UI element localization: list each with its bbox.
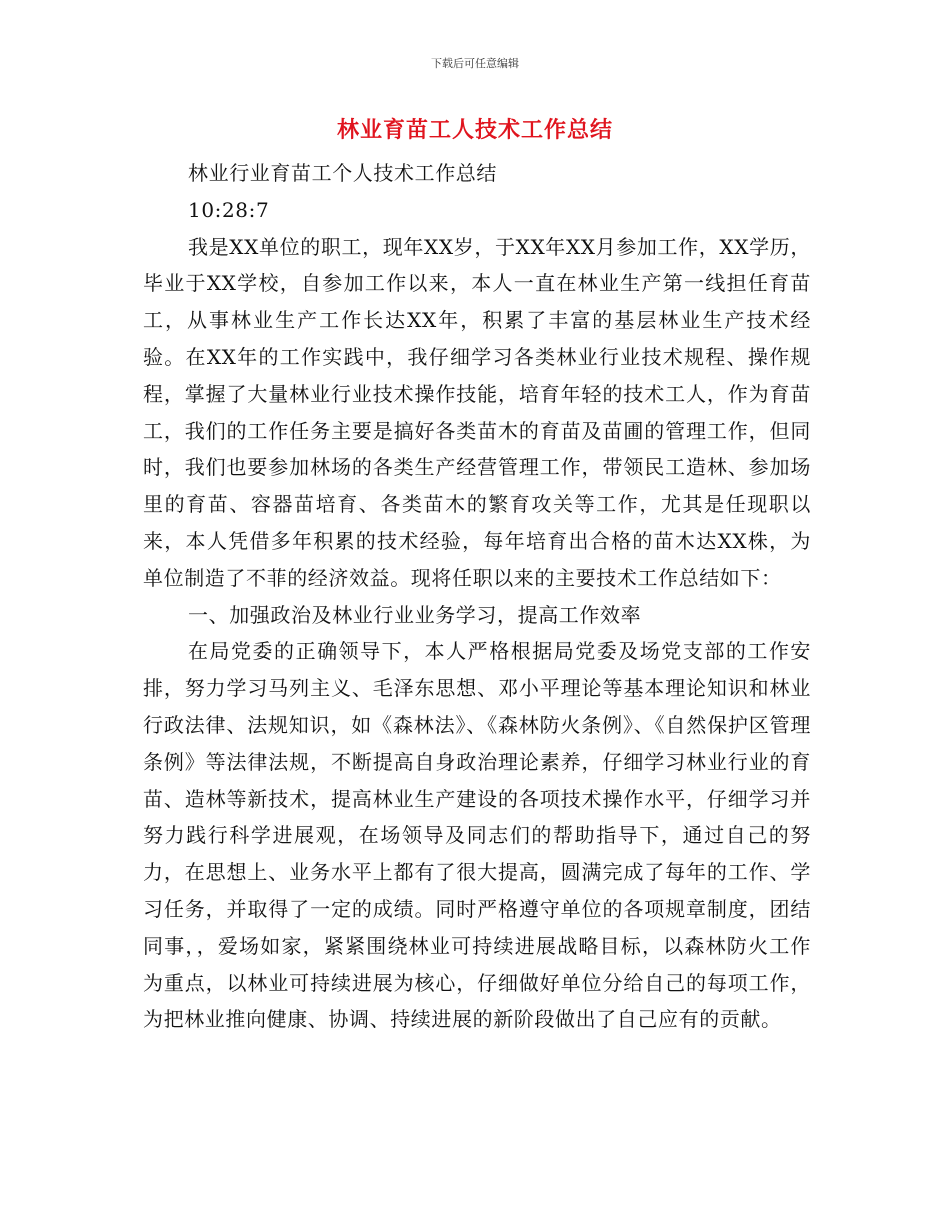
document-title: 林业育苗工人技术工作总结 — [336, 118, 613, 143]
document-body — [143, 155, 811, 1038]
section-paragraph: 在局党委的正确领导下，本人严格根据局党委及场党支部的工作安排，努力学习马列主义、毛泽东思想、邓小平理论等基本理论知识和林业行政法律、法规知识，如《森林法》、《森林防火条例》、《自然保护区管理条例》等法律法规，不断提高自身政治理论素养，仔细学习林业行业的育苗、造林等新技术，提高林业生产建设的各项技术操作水平，仔细学习并努力践行科学进展观，在场领导及同志们的帮助指导下，通过自己的努力，在思想上、业务水平上都有了很大提高，圆满完成了每年的工作、学习任务，并取得了一定的成绩。同时严格遵守单位的各项规章制度，团结同事，，爱场如家，紧紧围绕林业可持续进展战略目标，以森林防火工作为重点，以林业可持续进展为核心，仔细做好单位分给自己的每项工作，为把林业推向健康、协调、持续进展的新阶段做出了自己应有的贡献。 — [143, 639, 811, 1032]
header-note: 下载后可任意编辑 — [431, 57, 519, 70]
section-heading: 一、加强政治及林业行业业务学习，提高工作效率 — [188, 602, 642, 627]
subtitle-paragraph: 林业行业育苗工个人技术工作总结 — [188, 161, 497, 185]
intro-paragraph: 我是XX单位的职工，现年XX岁，于XX年XX月参加工作，XX学历，毕业于XX学校，自参加工作以来，本人一直在林业生产第一线担任育苗工，从事林业生产工作长达XX年，积累了丰富的基层林业生产技术经验。在XX年的工作实践中，我仔细学习各类林业行业技术规程、操作规程，掌握了大量林业行业技术操作技能，培育年轻的技术工人，作为育苗工，我们的工作任务主要是搞好各类苗木的育苗及苗圃的管理工作，但同时，我们也要参加林场的各类生产经营管理工作，带领民工造林、参加场里的育苗、容器苗培育、各类苗木的繁育攻关等工作，尤其是任现职以来，本人凭借多年积累的技术经验，每年培育出合格的苗木达XX株，为单位制造了不菲的经济效益。现将任职以来的主要技术工作总结如下： — [143, 234, 811, 590]
time-paragraph: 10:28:7 — [188, 197, 270, 222]
